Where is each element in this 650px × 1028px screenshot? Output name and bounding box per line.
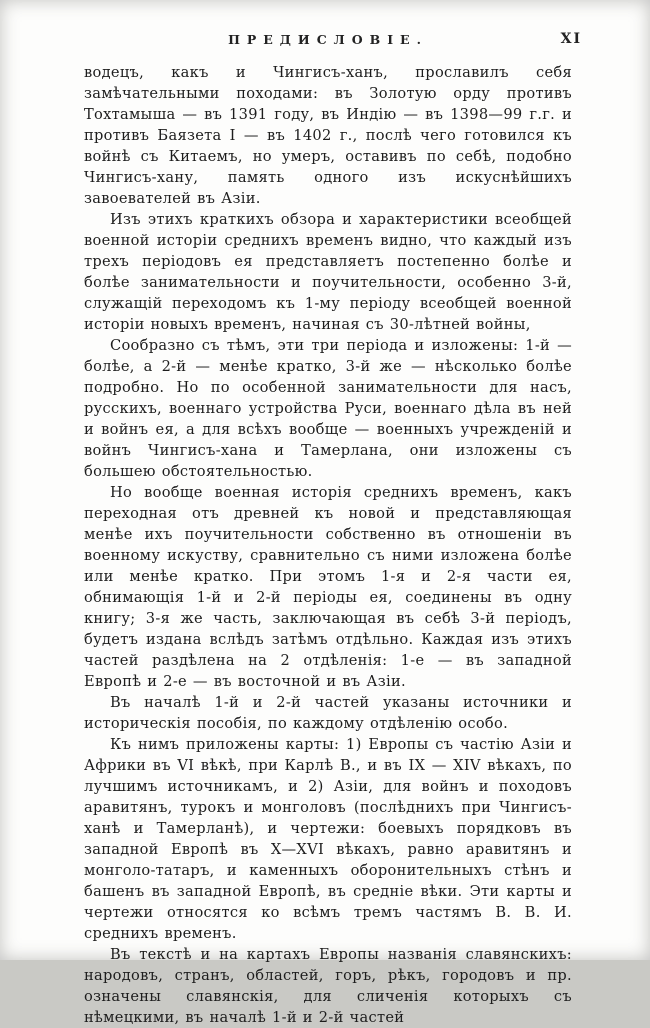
paragraph: Но вообще военная исторія среднихъ временъ, какъ переходная отъ древней къ новой и представляющая менѣе ихъ поучительности собственно въ отношеніи въ военному искуству, сравнительно съ ними изложена болѣе или менѣе кратко. При этомъ 1-я и 2-я части ея, обнимающія 1-й и 2-й періоды ея, соединены въ одну книгу; 3-я же часть, заключающая въ себѣ 3-й періодъ, будетъ издана вслѣдъ затѣмъ отдѣльно. Каждая изъ этихъ частей раздѣлена на 2 отдѣленія: 1-е — въ западной Европѣ и 2-е — въ восточной и въ Азіи. (84, 484, 572, 690)
paragraph: Въ началѣ 1-й и 2-й частей указаны источники и историческія пособія, по каждому отдѣленію особо. (84, 694, 572, 732)
paragraph: Сообразно съ тѣмъ, эти три періода и изложены: 1-й — болѣе, а 2-й — менѣе кратко, 3-й же — нѣсколько болѣе подробно. Но по особенной занимательности для насъ, русскихъ, военнаго устройства Руси, военнаго дѣла въ ней и войнъ ея, а для всѣхъ вообще — военныхъ учрежденій и войнъ Чингисъ-хана и Тамерлана, они изложены съ большею обстоятельностью. (84, 337, 572, 480)
paragraph: Въ текстѣ и на картахъ Европы названія славянскихъ: народовъ, странъ, областей, горъ, рѣкъ, городовъ и пр. означены славянскія, для сличенія которыхъ съ нѣмецкими, въ началѣ 1-й и 2-й частей (84, 946, 572, 1026)
page-number: XI (560, 31, 582, 47)
running-header (84, 26, 582, 56)
running-header-title: ПРЕДИСЛОВІЕ. (228, 32, 428, 47)
paragraph: Къ нимъ приложены карты: 1) Европы съ частію Азіи и Африки въ VI вѣкѣ, при Карлѣ В., и въ IX — XIV вѣкахъ, по лучшимъ источникамъ, и 2) Азіи, для войнъ и походовъ аравитянъ, турокъ и монголовъ (послѣднихъ при Чингисъ-ханѣ и Тамерланѣ), и чертежи: боевыхъ порядковъ въ западной Европѣ въ X—XVI вѣкахъ, равно аравитянъ и монголо-татаръ, и каменныхъ оборонительныхъ стѣнъ и башенъ въ западной Европѣ, въ средніе вѣки. Эти карты и чертежи относятся ко всѣмъ тремъ частямъ В. В. И. среднихъ временъ. (84, 736, 572, 942)
body-text (84, 62, 572, 1028)
page-content-area (84, 26, 582, 1028)
paragraph: Изъ этихъ краткихъ обзора и характеристики всеобщей военной исторіи среднихъ временъ видно, что каждый изъ трехъ періодовъ ея представляетъ постепенно болѣе и болѣе занимательности и поучительности, особенно 3-й, служащій переходомъ къ 1-му періоду всеобщей военной исторіи новыхъ временъ, начиная съ 30-лѣтней войны, (84, 211, 572, 333)
paragraph-continuation: водецъ, какъ и Чингисъ-ханъ, прославилъ себя замѣчательными походами: въ Золотую орду противъ Тохтамыша — въ 1391 году, въ Индію — въ 1398—99 г.г. и противъ Баязета I — въ 1402 г., послѣ чего готовился къ войнѣ съ Китаемъ, но умеръ, оставивъ по себѣ, подобно Чингисъ-хану, память одного изъ искуснѣйшихъ завоевателей въ Азіи. (84, 64, 572, 207)
